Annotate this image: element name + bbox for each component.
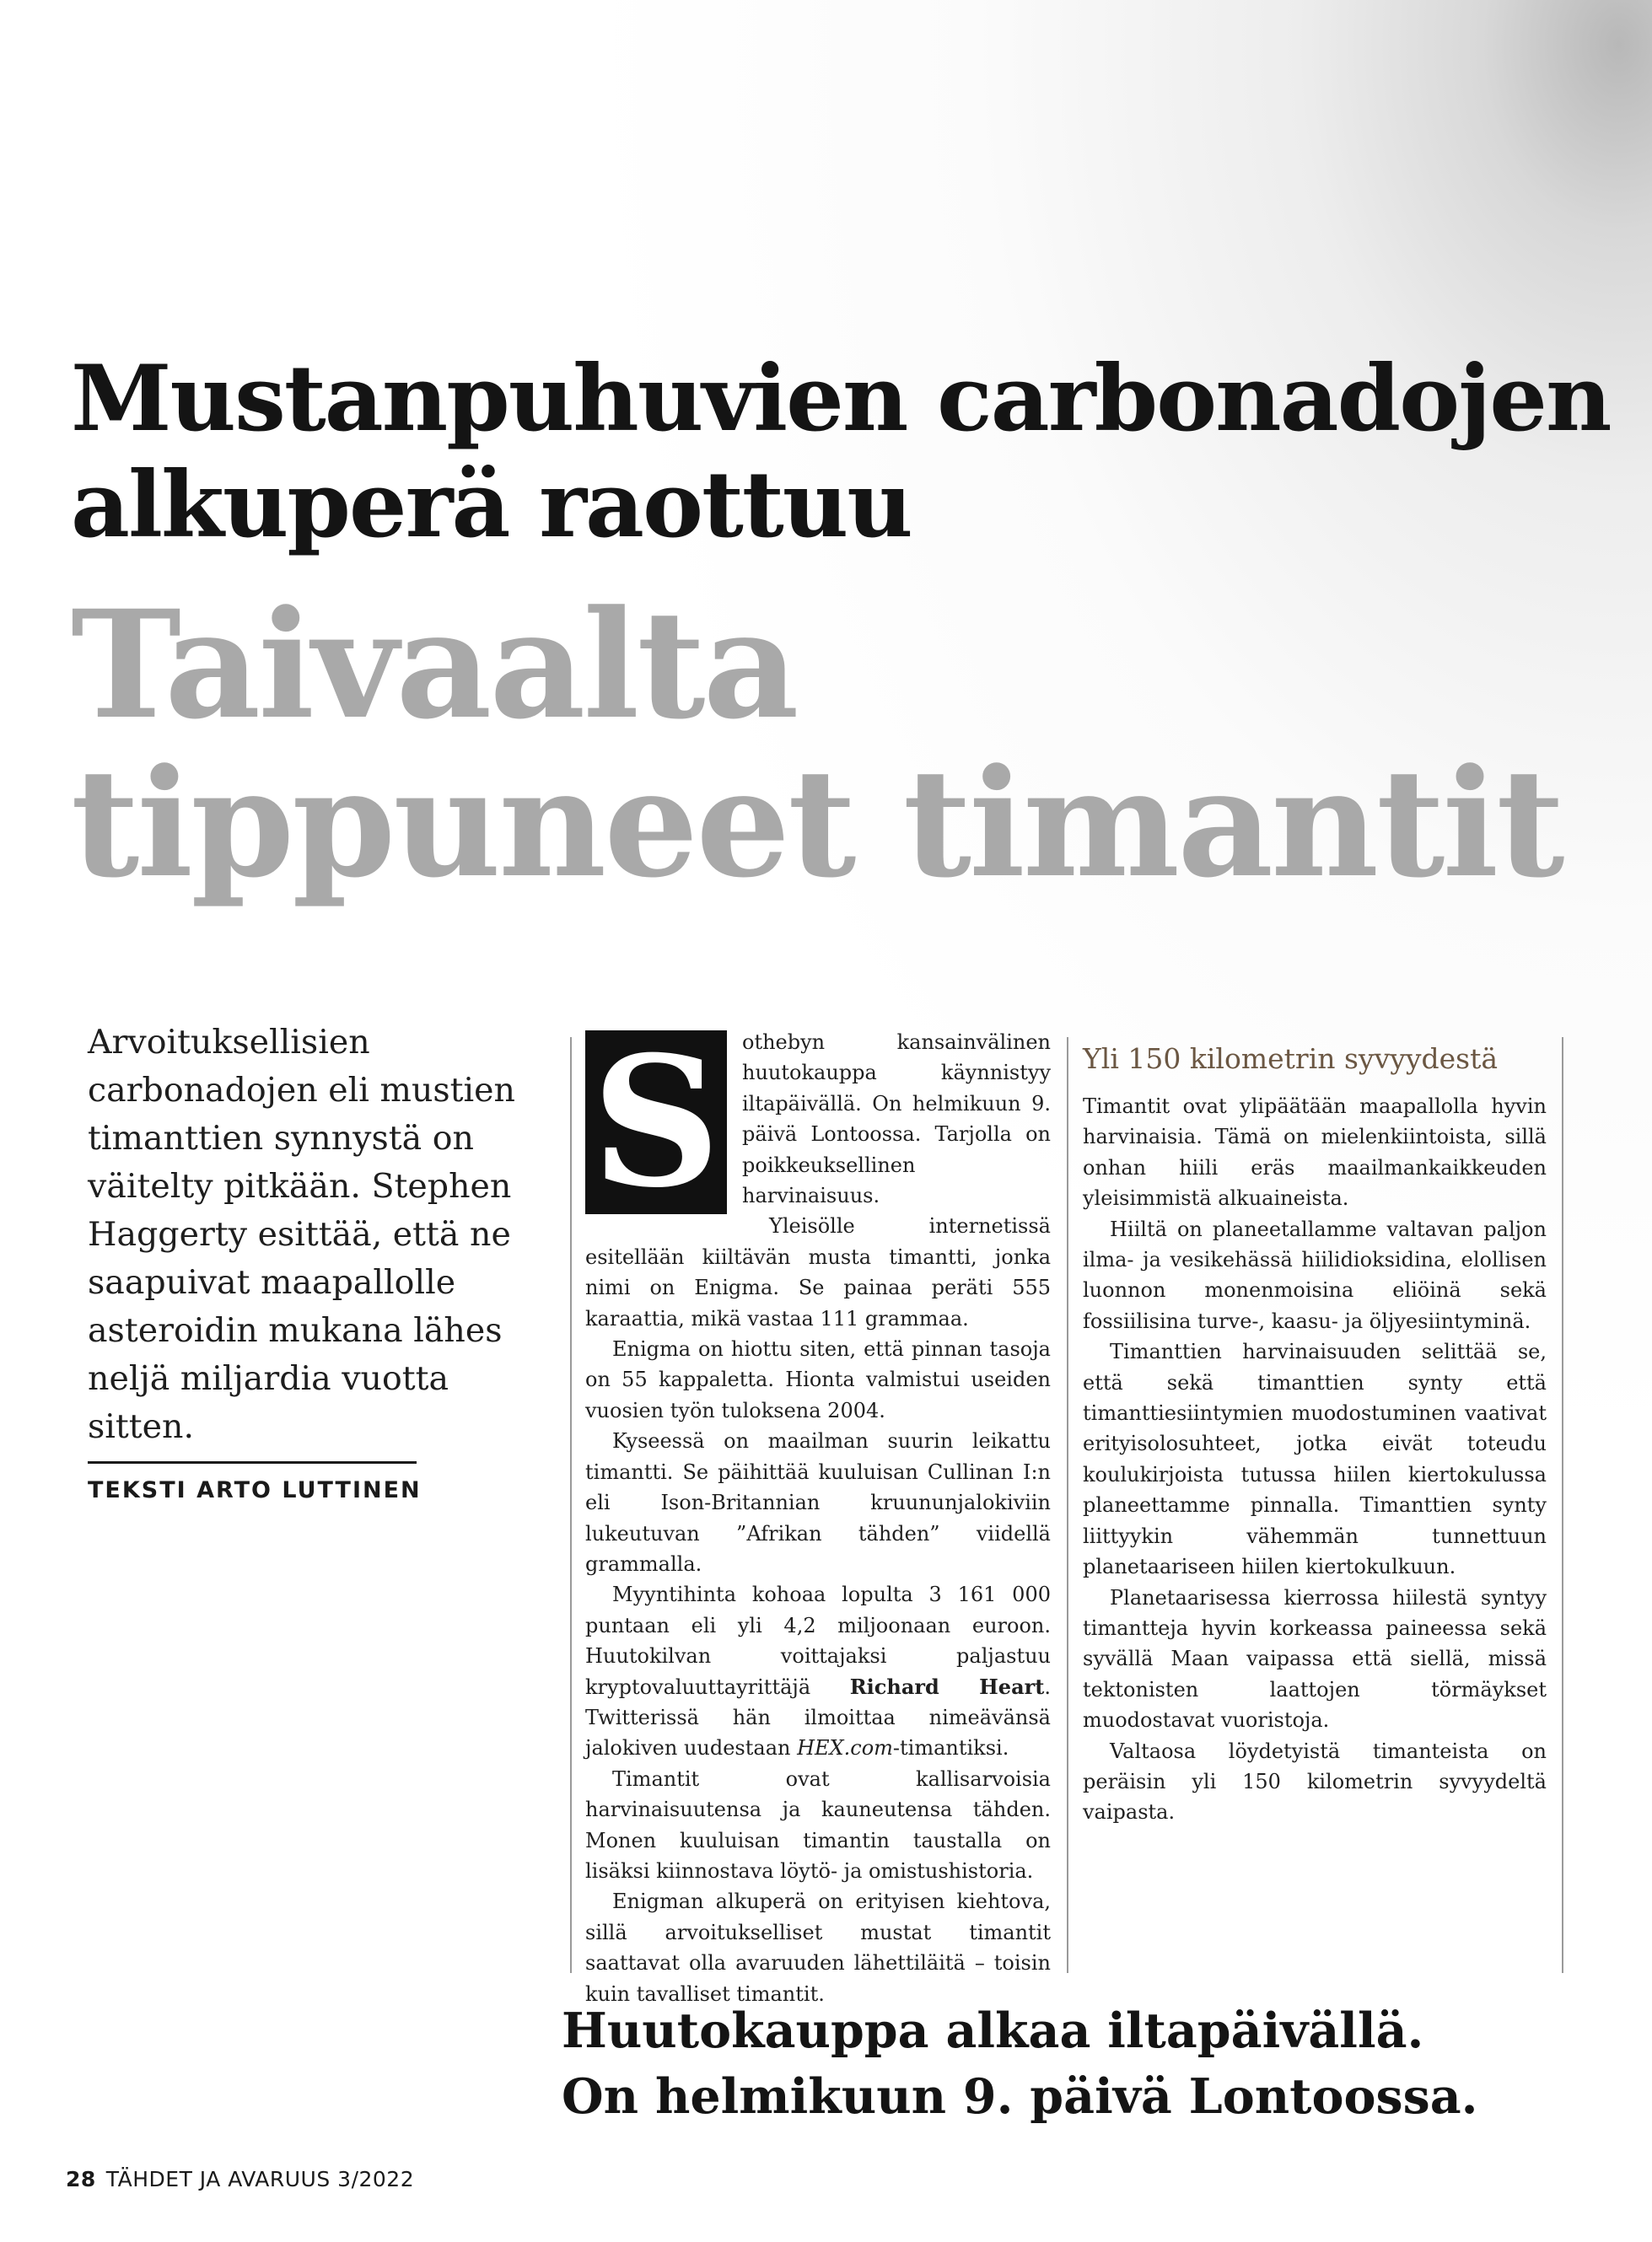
main-headline: Taivaalta tippuneet timantit	[71, 578, 1563, 911]
body-paragraph: Planetaarisessa kierrossa hiilestä syntyy timantteja hyvin korkeassa paineessa sekä syvällä Maan vaipassa että siellä, missä tektonisten laattojen törmäykset muodostavat vuoristoja.	[1083, 1585, 1547, 1733]
column-rule-right	[1562, 1037, 1563, 1973]
body-paragraph: Enigma on hiottu siten, että pinnan tasoja on 55 kappaletta. Hionta valmistui useiden vuosien työn tuloksena 2004.	[585, 1337, 1051, 1422]
column-rule-left	[570, 1037, 572, 1973]
body-paragraph: Myyntihinta kohoaa lopulta 3 161 000 puntaan eli yli 4,2 miljoonaan euroon. Huutokilvan voittajaksi paljastuu kryptovaluuttayrittäjä Richard Heart. Twitterissä hän ilmoittaa nimeävänsä jalokiven uudestaan HEX.com-timantiksi.	[585, 1583, 1051, 1761]
section-subhead: Yli 150 kilometrin syvyydestä	[1083, 1042, 1499, 1075]
body-paragraph: S othebyn kansainvälinen huutokauppa käynnistyy iltapäivällä. On helmikuun 9. päivä Lontoossa. Tarjolla on poikkeuksellinen harvinaisuus.	[585, 1027, 1051, 1211]
pull-quote-line: On helmikuun 9. päivä Lontoossa.	[562, 2068, 1478, 2125]
byline: TEKSTI ARTO LUTTINEN	[88, 1477, 422, 1503]
page-footer	[66, 2167, 414, 2191]
pull-quote	[562, 1998, 1624, 2130]
body-paragraph: Enigman alkuperä on erityisen kiehtova, sillä arvoitukselliset mustat timantit saattavat olla avaruuden lähettiläitä – toisin kuin tavalliset timantit.	[585, 1890, 1051, 2006]
product-name: HEX.com	[797, 1736, 893, 1761]
byline-divider	[88, 1461, 417, 1464]
body-paragraph: Kyseessä on maailman suurin leikattu timantti. Se päihittää kuuluisan Cullinan I:n eli Ison-Britannian kruununjalokiviin lukeutuvan ”Afrikan tähden” viidellä grammalla.	[585, 1429, 1051, 1576]
body-paragraph: Timantit ovat kallisarvoisia harvinaisuutensa ja kauneutensa tähden. Monen kuuluisan timantin taustalla on lisäksi kiinnostava löytö- ja omistushistoria.	[585, 1766, 1051, 1883]
magazine-issue: TÄHDET JA AVARUUS 3/2022	[105, 2167, 415, 2191]
body-paragraph: Timanttien harvinaisuuden selittää se, että sekä timanttien synty että timanttiesiintymien muodostuminen vaativat erityisolosuhteet, jotka eivät toteudu koulukirjoista tutussa hiilen kiertokulussa planeettamme pinnalla. Timanttien synty liittyykin vähemmän tunnettuun planetaariseen hiilen kiertokulkuun.	[1083, 1340, 1547, 1579]
lede-paragraph: Arvoituksellisien carbonadojen eli mustien timanttien synnystä on väitelty pitkään. Stephen Haggerty esittää, että ne saapuivat maapallolle asteroidin mukana lähes neljä miljardia vuotta sitten.	[88, 1023, 515, 1446]
body-column-2	[1083, 1027, 1547, 1828]
page-number: 28	[66, 2167, 96, 2191]
kicker-heading: Mustanpuhuvien carbonadojen alkuperä raottuu	[71, 346, 1611, 558]
column-rule-middle	[1067, 1037, 1068, 1973]
drop-cap: S	[585, 1030, 727, 1214]
body-paragraph: Timantit ovat ylipäätään maapallolla hyvin harvinaisia. Tämä on mielenkiintoista, sillä onhan hiili eräs maailmankaikkeuden yleisimmistä alkuaineista.	[1083, 1094, 1547, 1211]
pull-quote-line: Huutokauppa alkaa iltapäivällä.	[562, 2003, 1424, 2059]
body-paragraph: Yleisölle internetissä esitellään kiiltävän musta timantti, jonka nimi on Enigma. Se painaa peräti 555 karaattia, mikä vastaa 111 grammaa.	[585, 1214, 1051, 1331]
body-paragraph: Valtaosa löydetyistä timanteista on peräisin yli 150 kilometrin syvyydeltä vaipasta.	[1083, 1739, 1547, 1825]
body-column-1	[585, 1017, 1051, 2009]
person-name: Richard Heart	[849, 1674, 1045, 1699]
body-paragraph: Hiiltä on planeetallamme valtavan paljon ilma- ja vesikehässä hiilidioksidina, elollisen luonnon monenmoisina eliöinä sekä fossiilisina turve-, kaasu- ja öljyesiintyminä.	[1083, 1217, 1547, 1333]
